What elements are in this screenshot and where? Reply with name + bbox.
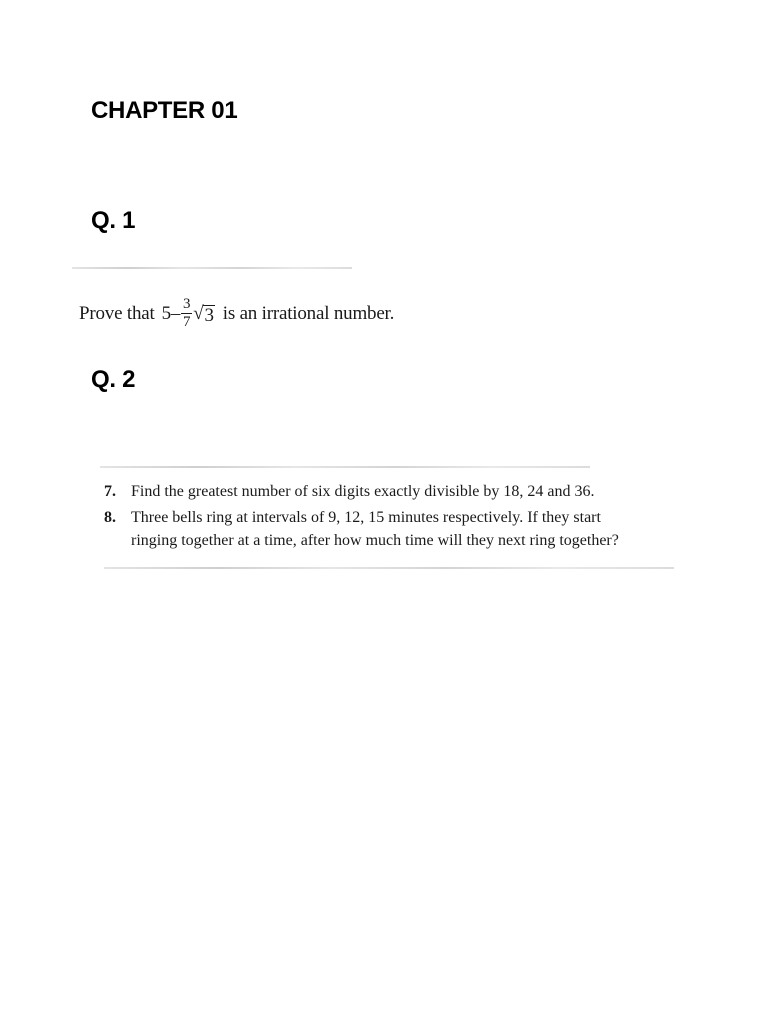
q1-square-root (193, 303, 215, 325)
q1-expr-int: 5 (161, 302, 171, 324)
q1-fraction (181, 296, 192, 331)
question-1-text (79, 296, 394, 331)
q1-radical-sign: √ (193, 302, 204, 324)
question-1-label: Q. 1 (91, 207, 136, 234)
q1-expr-minus: – (170, 302, 181, 324)
q2-item-8-line-2: ringing together at a time, after how much time will they next ring together? (131, 532, 619, 549)
q2-item-8-line-1: Three bells ring at intervals of 9, 12, 15 minutes respectively. If they start (131, 509, 601, 526)
q2-item-7-number: 7. (104, 483, 116, 500)
q2-item-7 (104, 480, 619, 503)
q2-snippet-top-crop (100, 466, 590, 468)
q2-snippet-bottom-crop (104, 567, 674, 569)
q1-snippet-top-crop (72, 267, 352, 269)
q1-radicand: 3 (204, 304, 214, 326)
question-2-text (104, 480, 619, 552)
q2-item-8 (104, 506, 619, 529)
q2-item-7-line-1: Find the greatest number of six digits exactly divisible by 18, 24 and 36. (131, 483, 595, 500)
chapter-title: CHAPTER 01 (91, 97, 238, 124)
q2-item-8-number: 8. (104, 509, 116, 526)
q1-text-before: Prove that (79, 302, 155, 324)
q1-text-after: is an irrational number. (222, 302, 395, 324)
q1-frac-denominator: 7 (183, 314, 191, 330)
q1-frac-numerator: 3 (183, 296, 191, 312)
question-2-label: Q. 2 (91, 366, 136, 393)
